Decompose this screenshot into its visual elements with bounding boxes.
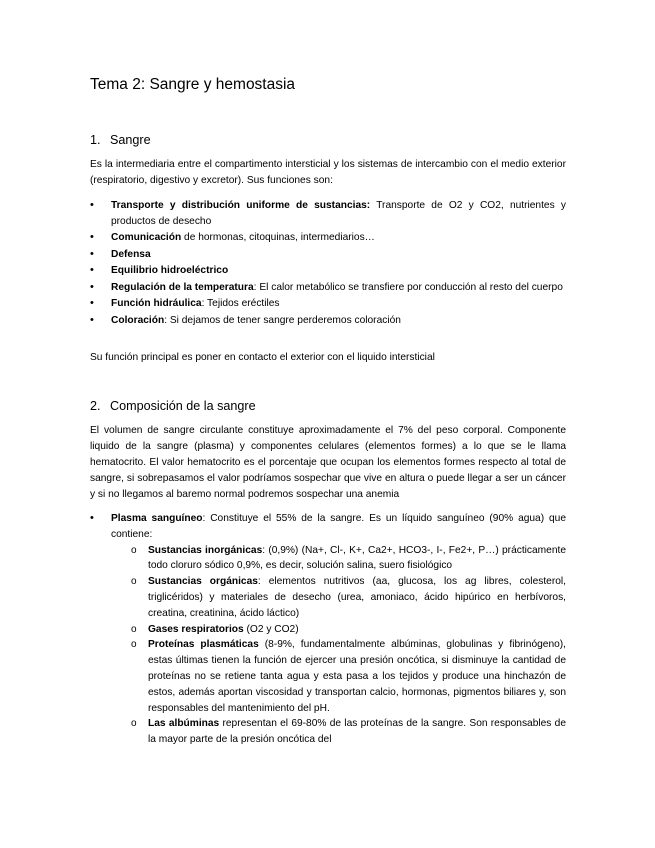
list-item: • Equilibrio hidroeléctrico <box>90 263 566 279</box>
list-item: • Comunicación de hormonas, citoquinas, intermediarios… <box>90 230 566 246</box>
sub-list-item: o Las albúminas representan el 69-80% de las proteínas de la sangre. Son responsables de la mayor parte de la presión oncótica del <box>111 716 566 748</box>
sub-list-item: o Sustancias inorgánicas: (0,9%) (Na+, Cl-, K+, Ca2+, HCO3-, I-, Fe2+, P…) prácticamente todo cloruro sódico 0,9%, es decir, solución salina, suero fisiológico <box>111 543 566 575</box>
section-1-intro: Es la intermediaria entre el compartimento intersticial y los sistemas de intercambio con el medio exterior (respiratorio, digestivo y excretor). Sus funciones son: <box>90 159 566 186</box>
list-item: • Regulación de la temperatura: El calor metabólico se transfiere por conducción al resto del cuerpo <box>90 280 566 296</box>
sub-list-item: o Proteínas plasmáticas (8-9%, fundamentalmente albúminas, globulinas y fibrinógeno), estas últimas tienen la función de ejercer una presión oncótica, si disminuye la cantidad de proteínas no se retiene tanta agua y esta pasa a los tejidos y produce una hinchazón de estos, además aportan viscosidad y transportan calcio, hormonas, pigmentos biliares y, son responsables del mantenimiento del pH. <box>111 637 566 716</box>
section-1-heading <box>90 133 151 147</box>
section-1-number: 1. <box>90 133 101 147</box>
section-1-closing: Su función principal es poner en contacto el exterior con el liquido intersticial <box>90 352 435 363</box>
list-item: • Coloración: Si dejamos de tener sangre perderemos coloración <box>90 313 566 329</box>
section-2-composition-list <box>90 511 566 749</box>
page-title: Tema 2: Sangre y hemostasia <box>90 76 296 93</box>
section-2-intro: El volumen de sangre circulante constituye aproximadamente el 7% del peso corporal. Componente liquido de la sangre (plasma) y componentes celulares (elementos formes) a lo que se le llama hematocrito. El valor hematocrito es el porcentaje que ocupan los elementos formes respecto al total de sangre, si sobrepasamos el valor podríamos sospechar que vive en altura o puede llegar a ser un cáncer y si no llegamos al baremo normal podremos sospechar una anemia <box>90 425 566 500</box>
list-item: • Defensa <box>90 247 566 263</box>
sub-list-item: o Sustancias orgánicas: elementos nutritivos (aa, glucosa, los ag libres, colesterol, triglicéridos) y materiales de desecho (urea, amoniaco, ácido hipúrico en herbívoros, creatina, creatinina, ácido láctico) <box>111 574 566 621</box>
plasma-sublist <box>111 543 566 748</box>
list-item: • Plasma sanguíneo: Constituye el 55% de la sangre. Es un líquido sanguíneo (90% agua) que contiene: o Sustancias inorgánicas: (0,9%) (Na+, Cl-, K+, Ca2+, HCO3-, I-, Fe2+, P…) prácticamente todo cloruro sódico 0,9%, es decir, solución salina, suero fisiológico o Sustancias orgánicas: elementos nutritivos (aa, glucosa, los ag libres, colesterol, triglicéridos) y materiales de desecho (urea, amoniaco, ácido hipúrico en herbívoros, creatina, creatinina, ácido láctico) o Gases respiratorios (O2 y CO2) o Proteínas plasmáticas (8-9%, fundamentalmente albúminas, globulinas y fibrinógeno), estas últimas tienen la función de ejercer una presión oncótica, si disminuye la cantidad de proteínas no se retiene tanta agua y esta pasa a los tejidos y produce una hinchazón de estos, además aportan viscosidad y transportan calcio, hormonas, pigmentos biliares y, son responsables del mantenimiento del pH. o Las albúminas representan el 69-80% de las proteínas de la sangre. Son responsables de la mayor parte de la presión oncótica del <box>90 511 566 748</box>
list-item: • Función hidráulica: Tejidos eréctiles <box>90 296 566 312</box>
section-2-title: Composición de la sangre <box>110 399 256 413</box>
section-2-heading <box>90 399 256 413</box>
section-1-title: Sangre <box>110 133 151 147</box>
section-1-function-list <box>90 198 566 329</box>
section-2-number: 2. <box>90 399 101 413</box>
sub-list-item: o Gases respiratorios (O2 y CO2) <box>111 622 566 638</box>
list-item: • Transporte y distribución uniforme de sustancias: Transporte de O2 y CO2, nutrientes y productos de desecho <box>90 198 566 230</box>
